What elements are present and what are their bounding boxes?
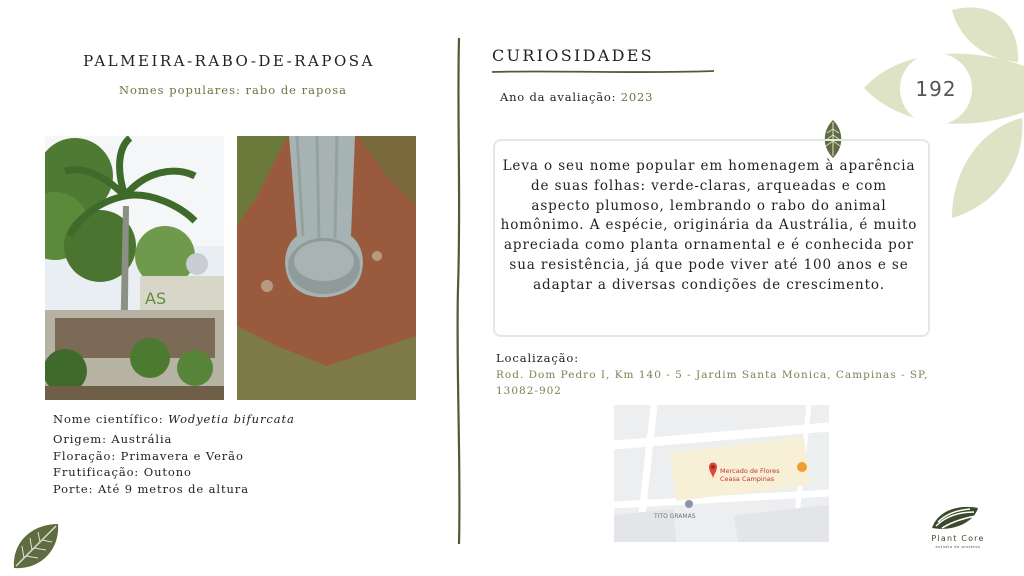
column-divider xyxy=(455,38,463,544)
leaf-decoration-icon xyxy=(10,520,62,572)
map-place-label: Mercado de Flores xyxy=(720,467,780,475)
evaluation-year xyxy=(500,90,653,104)
brand-logo-icon xyxy=(930,502,980,532)
scientific-name-label: Nome científico: xyxy=(53,412,169,426)
year-value: 2023 xyxy=(620,90,654,104)
map-place-label-2: Ceasa Campinas xyxy=(720,475,775,483)
location-map[interactable] xyxy=(614,405,829,542)
scientific-name-line xyxy=(53,411,295,428)
flowering: Floração: Primavera e Verão xyxy=(53,448,244,463)
plant-title: PALMEIRA-RABO-DE-RAPOSA xyxy=(83,52,375,70)
title-underline xyxy=(492,68,714,76)
curiosity-text: Leva o seu nome popular em homenagem à aparência de suas folhas: verde-claras, arqueadas e com aspecto plumoso, lembrando o rabo do animal homônimo. A espécie, originária da Austrália, é muito apreciada como planta ornamental e é conhecida por sua resistência, já que pode viver até 100 anos e se adaptar a diversas condições de crescimento. xyxy=(500,158,918,293)
scientific-name: Wodyetia bifurcata xyxy=(168,412,295,426)
curiosities-title: CURIOSIDADES xyxy=(492,46,654,65)
fruiting: Frutificação: Outono xyxy=(53,465,192,480)
palm-tree-photo xyxy=(45,136,224,400)
year-label: Ano da avaliação: xyxy=(500,90,617,104)
map-poi-label: TITO GRAMAS xyxy=(654,513,696,520)
brand-tagline: estúdio de projetos xyxy=(935,545,981,549)
svg-text:AS: AS xyxy=(145,289,167,308)
plant-facts xyxy=(53,411,295,498)
leaf-decoration-icon xyxy=(952,118,1022,218)
palm-trunk-photo xyxy=(237,136,416,400)
popular-names: Nomes populares: rabo de raposa xyxy=(118,83,348,97)
page-number: 192 xyxy=(915,77,957,101)
size: Porte: Até 9 metros de altura xyxy=(53,482,249,497)
location-label: Localização: xyxy=(496,351,580,365)
location-address: Rod. Dom Pedro I, Km 140 - 5 - Jardim Santa Monica, Campinas - SP, 13082-902 xyxy=(496,369,929,397)
origin: Origem: Austrália xyxy=(53,431,173,446)
brand-name: Plant Core xyxy=(931,534,985,543)
